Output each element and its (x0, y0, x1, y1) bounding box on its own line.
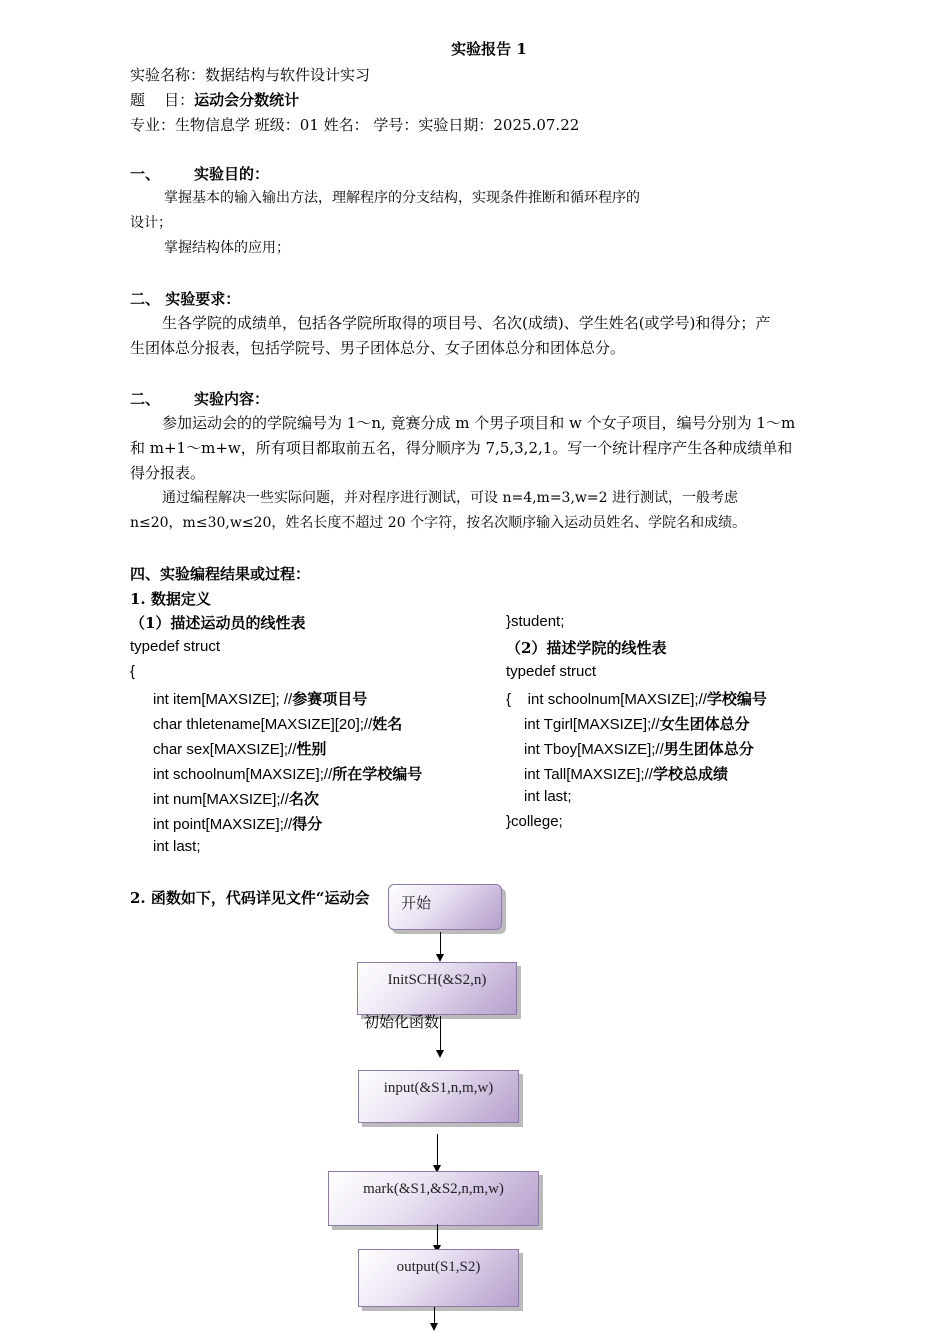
experiment-name: 实验名称：数据结构与软件设计实习 (130, 66, 371, 84)
student-field-schoolnum: int schoolnum[MAXSIZE];//所在学校编号 (153, 766, 423, 783)
student-field-name: char thletename[MAXSIZE][20];//姓名 (153, 716, 403, 733)
section1-para2: 掌握结构体的应用； (164, 240, 290, 256)
flowchart-step-output: output(S1,S2) (358, 1249, 519, 1307)
student-struct-caption: （1）描述运动员的线性表 (130, 614, 306, 632)
section2-heading: 二、 实验要求： (130, 290, 241, 308)
flowchart-step1-note: 初始化函数 (364, 1013, 440, 1031)
info-line: 专业：生物信息学 班级：01 姓名： 学号：实验日期：2025.07.22 (130, 116, 580, 134)
flowchart-step-mark: mark(&S1,&S2,n,m,w) (328, 1171, 539, 1226)
section3-p2-line2: n≤20，m≤30,w≤20，姓名长度不超过 20 个字符，按名次顺序输入运动员姓名、学院名和成绩。 (130, 515, 747, 531)
flowchart-start: 开始 (388, 884, 502, 930)
report-title: 实验报告 1 (451, 40, 527, 58)
college-field-tboy: int Tboy[MAXSIZE];//男生团体总分 (524, 741, 754, 758)
student-field-item: int item[MAXSIZE]; //参赛项目号 (153, 691, 368, 708)
section3-title: 实验内容： (194, 390, 270, 408)
section2-line1: 生各学院的成绩单，包括各学院所取得的项目号、名次(成绩)、学生姓名(或学号)和得分；产 (162, 314, 771, 332)
topic-value: 运动会分数统计 (194, 91, 300, 109)
college-typedef: typedef struct (506, 663, 597, 680)
college-struct-caption: （2）描述学院的线性表 (506, 639, 667, 657)
college-field-tall: int Tall[MAXSIZE];//学校总成绩 (524, 766, 728, 783)
section3-heading (130, 388, 269, 409)
student-close: }student; (506, 613, 565, 630)
section4-sub1: 1. 数据定义 (130, 590, 211, 608)
section1-para1-line1: 掌握基本的输入输出方法，理解程序的分支结构，实现条件推断和循环程序的 (164, 190, 640, 206)
section1-number: 一、 (130, 165, 161, 183)
topic-line (130, 89, 299, 110)
section4-heading: 四、实验编程结果或过程： (130, 565, 311, 583)
student-field-sex: char sex[MAXSIZE];//性别 (153, 741, 327, 758)
student-typedef: typedef struct (130, 638, 221, 655)
college-field-tgirl: int Tgirl[MAXSIZE];//女生团体总分 (524, 716, 750, 733)
section4-sub2: 2. 函数如下，代码详见文件“运动会 (130, 889, 370, 907)
section3-p1-line2: 和 m+1～m+w，所有项目都取前五名，得分顺序为 7,5,3,2,1。写一个统计程序产生各种成绩单和 (130, 439, 793, 457)
flowchart-step-initsch: InitSCH(&S2,n) (357, 962, 517, 1015)
flowchart-arrow-2 (440, 1016, 441, 1056)
college-field-schoolnum: { int schoolnum[MAXSIZE];//学校编号 (506, 691, 767, 708)
section3-p1-line3: 得分报表。 (130, 464, 206, 482)
topic-label: 题 目： (130, 91, 195, 109)
flowchart-arrow-5 (434, 1307, 435, 1329)
flowchart-arrow-3 (437, 1134, 438, 1171)
section3-p2-line1: 通过编程解决一些实际问题，并对程序进行测试，可设 n=4,m=3,w=2 进行测试，一般考虑 (162, 490, 738, 506)
section3-p1-line1: 参加运动会的的学院编号为 1～n, 竟赛分成 m 个男子项目和 w 个女子项目，编号分别为 1～m (162, 414, 796, 432)
student-field-num: int num[MAXSIZE];//名次 (153, 791, 319, 808)
flowchart-step-input: input(&S1,n,m,w) (358, 1070, 519, 1123)
college-field-last: int last; (524, 788, 572, 805)
flowchart-arrow-4 (437, 1224, 438, 1251)
flowchart-arrow-1 (440, 932, 441, 960)
college-close: }college; (506, 813, 563, 830)
section3-number: 二、 (130, 390, 161, 408)
section1-title: 实验目的： (194, 165, 270, 183)
section1-heading (130, 163, 269, 184)
student-field-point: int point[MAXSIZE];//得分 (153, 816, 323, 833)
section1-para1-line2: 设计； (130, 215, 172, 231)
section2-line2: 生团体总分报表，包括学院号、男子团体总分、女子团体总分和团体总分。 (130, 339, 626, 357)
student-field-last: int last; (153, 838, 201, 855)
student-open-brace: { (130, 663, 136, 680)
